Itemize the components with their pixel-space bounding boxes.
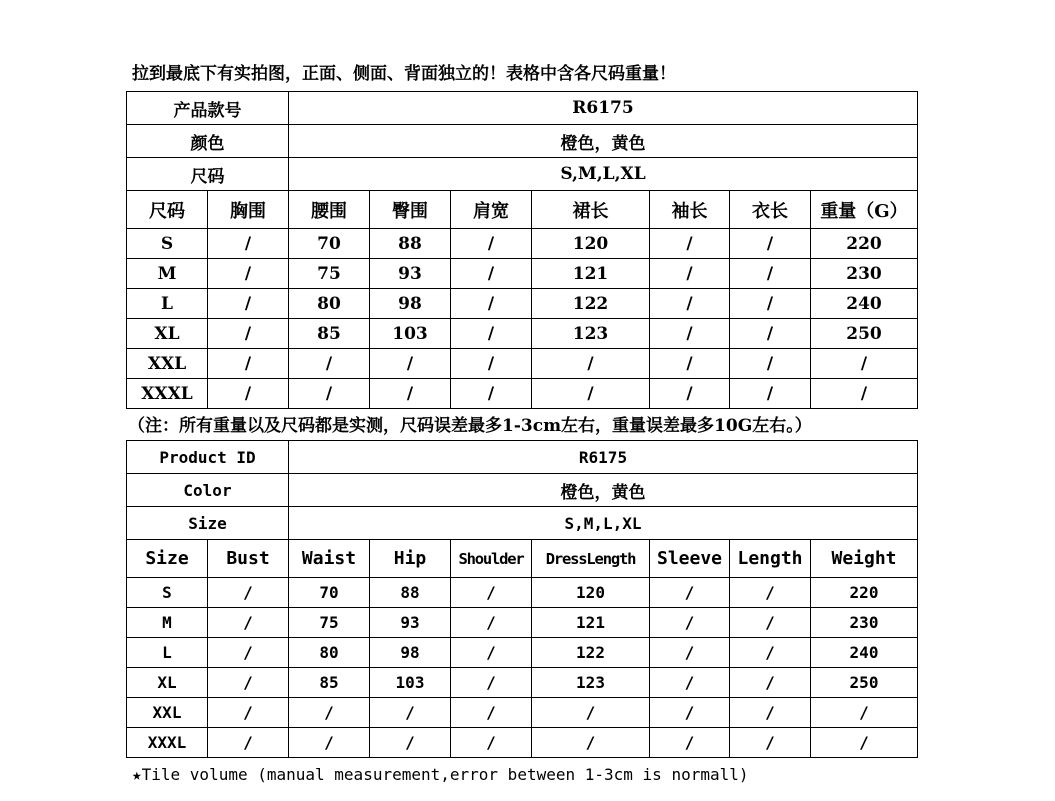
column-header: 尺码 bbox=[127, 191, 208, 229]
table-cell: / bbox=[811, 349, 918, 379]
table-row bbox=[127, 668, 918, 698]
table-cell: / bbox=[532, 379, 650, 409]
table-cell: / bbox=[730, 229, 811, 259]
table-cell: 98 bbox=[370, 289, 451, 319]
table-cell: / bbox=[532, 349, 650, 379]
table-cell: / bbox=[650, 379, 730, 409]
size-cell: M bbox=[127, 608, 208, 638]
table-cell: 103 bbox=[370, 668, 451, 698]
table-cell: / bbox=[650, 349, 730, 379]
table-cell: 250 bbox=[811, 668, 918, 698]
table-cell: 85 bbox=[289, 668, 370, 698]
table-cell: 250 bbox=[811, 319, 918, 349]
info-label: 尺码 bbox=[127, 158, 289, 191]
table-cell: 85 bbox=[289, 319, 370, 349]
table-cell: / bbox=[208, 578, 289, 608]
table-cell: / bbox=[451, 638, 532, 668]
table-cell: / bbox=[289, 698, 370, 728]
info-label: Size bbox=[127, 507, 289, 540]
info-value: 橙色，黄色 bbox=[289, 125, 918, 158]
table-cell: 120 bbox=[532, 578, 650, 608]
size-cell: L bbox=[127, 638, 208, 668]
table-row bbox=[127, 289, 918, 319]
table-cell: / bbox=[208, 638, 289, 668]
size-cell: XXXL bbox=[127, 728, 208, 758]
table-cell: / bbox=[650, 319, 730, 349]
column-header: 臀围 bbox=[370, 191, 451, 229]
column-header: Bust bbox=[208, 540, 289, 578]
column-header: Sleeve bbox=[650, 540, 730, 578]
table-cell: / bbox=[650, 698, 730, 728]
size-cell: M bbox=[127, 259, 208, 289]
info-value: 橙色，黄色 bbox=[289, 474, 918, 507]
table-cell: 80 bbox=[289, 638, 370, 668]
table-cell: 93 bbox=[370, 259, 451, 289]
table-cell: 230 bbox=[811, 608, 918, 638]
column-header: 腰围 bbox=[289, 191, 370, 229]
column-header: DressLength bbox=[532, 540, 650, 578]
table-cell: / bbox=[730, 698, 811, 728]
table-cell: 220 bbox=[811, 578, 918, 608]
table-cell: / bbox=[730, 259, 811, 289]
english-note: ★Tile volume (manual measurement,error between 1-3cm is normall) bbox=[132, 765, 749, 784]
table-cell: 93 bbox=[370, 608, 451, 638]
column-header: 胸围 bbox=[208, 191, 289, 229]
table-row bbox=[127, 578, 918, 608]
table-cell: / bbox=[730, 668, 811, 698]
table-cell: 75 bbox=[289, 259, 370, 289]
info-label: Color bbox=[127, 474, 289, 507]
info-row-product-id bbox=[127, 92, 918, 125]
table-cell: / bbox=[208, 349, 289, 379]
table-cell: / bbox=[730, 379, 811, 409]
table-row bbox=[127, 698, 918, 728]
column-header: 肩宽 bbox=[451, 191, 532, 229]
table-row bbox=[127, 349, 918, 379]
table-row bbox=[127, 608, 918, 638]
table-cell: 98 bbox=[370, 638, 451, 668]
measurement-note: （注：所有重量以及尺码都是实测，尺码误差最多1-3cm左右，重量误差最多10G左右。） bbox=[128, 416, 812, 436]
column-header: 袖长 bbox=[650, 191, 730, 229]
info-value: S,M,L,XL bbox=[289, 158, 918, 191]
table-cell: / bbox=[451, 349, 532, 379]
column-header: Hip bbox=[370, 540, 451, 578]
table-cell: / bbox=[208, 259, 289, 289]
table-row bbox=[127, 379, 918, 409]
table-cell: 70 bbox=[289, 578, 370, 608]
info-row-color bbox=[127, 474, 918, 507]
table-cell: / bbox=[650, 259, 730, 289]
table-cell: / bbox=[451, 728, 532, 758]
table-cell: / bbox=[650, 728, 730, 758]
table-cell: 220 bbox=[811, 229, 918, 259]
table-cell: / bbox=[730, 608, 811, 638]
table-cell: / bbox=[208, 229, 289, 259]
size-cell: XXXL bbox=[127, 379, 208, 409]
size-cell: XL bbox=[127, 668, 208, 698]
table-cell: / bbox=[730, 578, 811, 608]
info-value: R6175 bbox=[289, 441, 918, 474]
table-cell: 120 bbox=[532, 229, 650, 259]
info-row-size bbox=[127, 507, 918, 540]
table-cell: / bbox=[451, 319, 532, 349]
table-row bbox=[127, 229, 918, 259]
size-cell: L bbox=[127, 289, 208, 319]
table-cell: / bbox=[730, 728, 811, 758]
column-header: Length bbox=[730, 540, 811, 578]
table-cell: 88 bbox=[370, 578, 451, 608]
size-cell: S bbox=[127, 578, 208, 608]
table-cell: / bbox=[451, 698, 532, 728]
table-cell: / bbox=[650, 578, 730, 608]
table-cell: 75 bbox=[289, 608, 370, 638]
table-cell: / bbox=[650, 289, 730, 319]
info-label: 颜色 bbox=[127, 125, 289, 158]
table-row bbox=[127, 728, 918, 758]
table-cell: / bbox=[208, 608, 289, 638]
table-cell: 123 bbox=[532, 319, 650, 349]
table-cell: / bbox=[451, 259, 532, 289]
info-value: R6175 bbox=[289, 92, 918, 125]
table-cell: / bbox=[289, 349, 370, 379]
size-cell: XL bbox=[127, 319, 208, 349]
table-cell: / bbox=[532, 728, 650, 758]
table-cell: / bbox=[730, 638, 811, 668]
table-cell: / bbox=[208, 728, 289, 758]
table-cell: / bbox=[650, 638, 730, 668]
column-header: Waist bbox=[289, 540, 370, 578]
table-row bbox=[127, 638, 918, 668]
header-row bbox=[127, 540, 918, 578]
table-cell: / bbox=[370, 698, 451, 728]
table-cell: 70 bbox=[289, 229, 370, 259]
info-row-product-id bbox=[127, 441, 918, 474]
table-cell: / bbox=[650, 229, 730, 259]
table-cell: / bbox=[208, 698, 289, 728]
table-cell: / bbox=[730, 289, 811, 319]
info-label: Product ID bbox=[127, 441, 289, 474]
table-cell: / bbox=[451, 608, 532, 638]
table-cell: / bbox=[289, 728, 370, 758]
info-label: 产品款号 bbox=[127, 92, 289, 125]
table-cell: 121 bbox=[532, 608, 650, 638]
table-cell: / bbox=[811, 698, 918, 728]
table-cell: 121 bbox=[532, 259, 650, 289]
table-cell: 88 bbox=[370, 229, 451, 259]
top-note: 拉到最底下有实拍图，正面、侧面、背面独立的！表格中含各尺码重量！ bbox=[132, 64, 676, 84]
table-cell: 80 bbox=[289, 289, 370, 319]
table-cell: / bbox=[730, 349, 811, 379]
table-cell: / bbox=[451, 578, 532, 608]
column-header: 衣长 bbox=[730, 191, 811, 229]
column-header: Size bbox=[127, 540, 208, 578]
table-cell: / bbox=[451, 379, 532, 409]
info-row-color bbox=[127, 125, 918, 158]
table-cell: 123 bbox=[532, 668, 650, 698]
table-cell: 103 bbox=[370, 319, 451, 349]
column-header: 裙长 bbox=[532, 191, 650, 229]
size-table-en bbox=[126, 440, 918, 758]
column-header: Shoulder bbox=[451, 540, 532, 578]
table-cell: / bbox=[451, 289, 532, 319]
table-cell: / bbox=[451, 229, 532, 259]
table-cell: / bbox=[208, 379, 289, 409]
table-cell: 122 bbox=[532, 289, 650, 319]
size-cell: XXL bbox=[127, 349, 208, 379]
table-cell: 122 bbox=[532, 638, 650, 668]
table-cell: / bbox=[730, 319, 811, 349]
table-row bbox=[127, 319, 918, 349]
table-cell: 230 bbox=[811, 259, 918, 289]
table-cell: / bbox=[370, 728, 451, 758]
info-value: S,M,L,XL bbox=[289, 507, 918, 540]
table-cell: / bbox=[811, 728, 918, 758]
table-cell: 240 bbox=[811, 638, 918, 668]
table-cell: / bbox=[451, 668, 532, 698]
table-cell: / bbox=[650, 668, 730, 698]
size-table-cn bbox=[126, 91, 918, 409]
table-cell: / bbox=[208, 319, 289, 349]
size-cell: S bbox=[127, 229, 208, 259]
column-header: 重量（G） bbox=[811, 191, 918, 229]
table-cell: 240 bbox=[811, 289, 918, 319]
info-row-size bbox=[127, 158, 918, 191]
table-cell: / bbox=[208, 289, 289, 319]
table-cell: / bbox=[370, 379, 451, 409]
header-row bbox=[127, 191, 918, 229]
table-cell: / bbox=[289, 379, 370, 409]
table-cell: / bbox=[370, 349, 451, 379]
column-header: Weight bbox=[811, 540, 918, 578]
size-cell: XXL bbox=[127, 698, 208, 728]
table-row bbox=[127, 259, 918, 289]
table-cell: / bbox=[811, 379, 918, 409]
table-cell: / bbox=[532, 698, 650, 728]
table-cell: / bbox=[208, 668, 289, 698]
table-cell: / bbox=[650, 608, 730, 638]
